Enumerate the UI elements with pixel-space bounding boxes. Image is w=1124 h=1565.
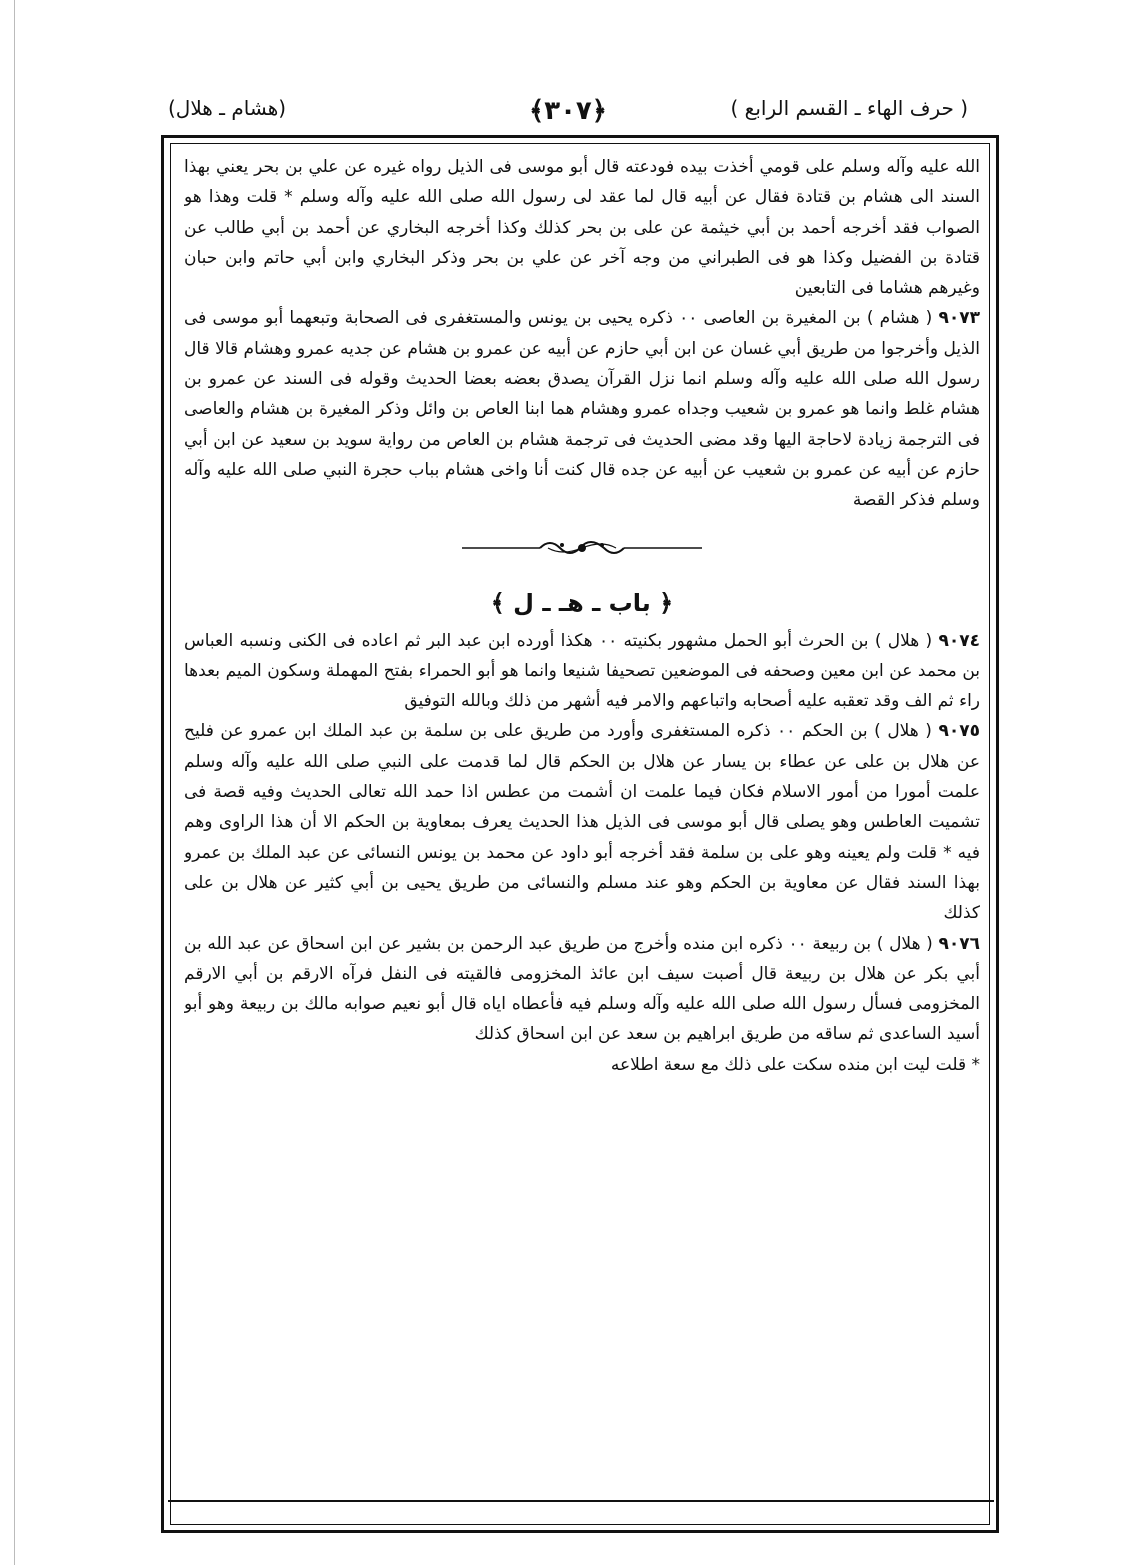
ornamental-divider: [184, 516, 980, 580]
biography-entry: [184, 626, 980, 717]
continuation-paragraph: الله عليه وآله وسلم على قومي أخذت بيده فودعته قال أبو موسى فى الذيل رواه غيره عن علي بن بحر يعني بهذا السند الى هشام بن قتادة فقال عن أبيه قال لما عقد لى رسول الله صلى الله عليه وآله وسلم * قلت وهذا هو الصواب فقد أخرجه أحمد بن أبي خيثمة عن على بن بحر كذلك وكذا أخرجه البخاري عن أحمد بن أبي طالب عن قتادة بن الفضيل وكذا هو فى الطبراني من وجه آخر عن علي بن بحر وذكر البخاري وابن أبي حاتم وابن حبان وغيرهم هشاما فى التابعين: [184, 157, 980, 299]
entry-name: ( هلال ): [874, 630, 933, 651]
biography-entry: [184, 929, 980, 1050]
header-entry-range: (هشام ـ هلال): [168, 96, 287, 120]
entry-name: ( هلال ): [874, 721, 932, 742]
ornament-flourish-icon: [462, 533, 702, 563]
entry-number: ٩٠٧٦: [938, 933, 980, 954]
entry-number: ٩٠٧٤: [938, 630, 980, 651]
page-body: [184, 152, 980, 1522]
closing-note: * قلت ليت ابن منده سكت على ذلك مع سعة اطلاعه: [610, 1054, 980, 1075]
page-number: ﴿٣٠٧﴾: [528, 96, 608, 126]
entry-text: بن الحرث أبو الحمل مشهور بكنيته ٠٠ هكذا أورده ابن عبد البر ثم اعاده فى الكنى ونسبه العباس بن محمد عن ابن معين وصحفه فى الموضعين تصحيفا شنيعا وانما هو أبو الحمراء بفتح المهملة وسكون الميم بعدها راء ثم الف وقد تعقبه عليه أصحابه واتباعهم والامر فيه أشهر من ذلك وبالله التوفيق: [184, 630, 980, 712]
biography-entry: [184, 303, 980, 515]
running-header: [168, 96, 968, 136]
entry-name: ( هلال ): [876, 933, 933, 954]
entry-text: بن الحكم ٠٠ ذكره المستغفرى وأورد من طريق على بن سلمة بن عبد الملك ابن عمرو عن فليح عن هلال بن على عن عطاء بن يسار عن هلال بن الحكم قال لما قدمت على النبي صلى الله عليه وآله وسلم علمت أمورا من أمور الاسلام فكان فيما علمت ان أشمت من عطس اذا حمد الله تعالى الحديث وفيه قصة فى تشميت العاطس وهو يصلى قال أبو موسى فى الذيل هذا الحديث يعرف بمعاوية بن الحكم الا أن هذا الراوى وهم فيه * قلت ولم يعينه وهو على بن سلمة فقد أخرجه أبو داود عن محمد بن يونس النسائى عن عبد الملك بن عمرو بهذا السند فقال عن معاوية بن الحكم وهو عند مسلم والنسائى من طريق يحيى بن أبي كثير عن هلال بن على كذلك: [184, 721, 980, 924]
header-section-title: ( حرف الهاء ـ القسم الرابع ): [730, 96, 968, 120]
entry-text: بن ربيعة ٠٠ ذكره ابن منده وأخرج من طريق عبد الرحمن بن بشير عن ابن اسحاق عن عبد الله بن أبي بكر عن هلال بن ربيعة قال أصبت سيف ابن عائذ المخزومى فالقيته فى النفل فرآه الارقم بن أبي الارقم المخزومى فسأل رسول الله صلى الله عليه وآله وسلم فيه فأعطاه اياه قال أبو نعيم صوابه مالك بن ربيعة وهو أبو أسيد الساعدى ثم ساقه من طريق ابراهيم بن سعد عن ابن اسحاق كذلك: [184, 933, 980, 1045]
entry-number: ٩٠٧٣: [938, 308, 980, 329]
page-edge-line: [14, 0, 15, 1565]
chapter-heading: ﴿ باب ـ هـ ـ ل ﴾: [490, 588, 674, 617]
entry-name: ( هشام ): [866, 308, 933, 329]
biography-entry: [184, 716, 980, 928]
entry-text: بن المغيرة بن العاصى ٠٠ ذكره يحيى بن يونس والمستغفرى فى الصحابة وتبعهما أبو موسى فى الذيل وأخرجوا من طريق أبي غسان عن ابن أبي حازم عن أبيه عن عمرو بن هشام عن جديه عمرو وهشام قالا قال رسول الله صلى الله عليه وآله وسلم انما نزل القرآن يصدق بعضه بعضا الحديث وقوله فى السند عن عمرو بن هشام غلط وانما هو عمرو بن شعيب وجداه عمرو وهشام هما ابنا العاص بن وائل وذكر المغيرة بن هشام والعاصى فى الترجمة زيادة لاحاجة اليها وقد مضى الحديث فى ترجمة هشام بن العاص من رواية سويد بن سعيد عن ابن أبي حازم عن أبيه عن عمرو بن شعيب عن أبيه عن جده قال كنت أنا واخى هشام بباب حجرة النبي صلى الله عليه وآله وسلم فذكر القصة: [184, 308, 980, 511]
entry-number: ٩٠٧٥: [938, 721, 980, 742]
bottom-rule: [168, 1500, 994, 1502]
